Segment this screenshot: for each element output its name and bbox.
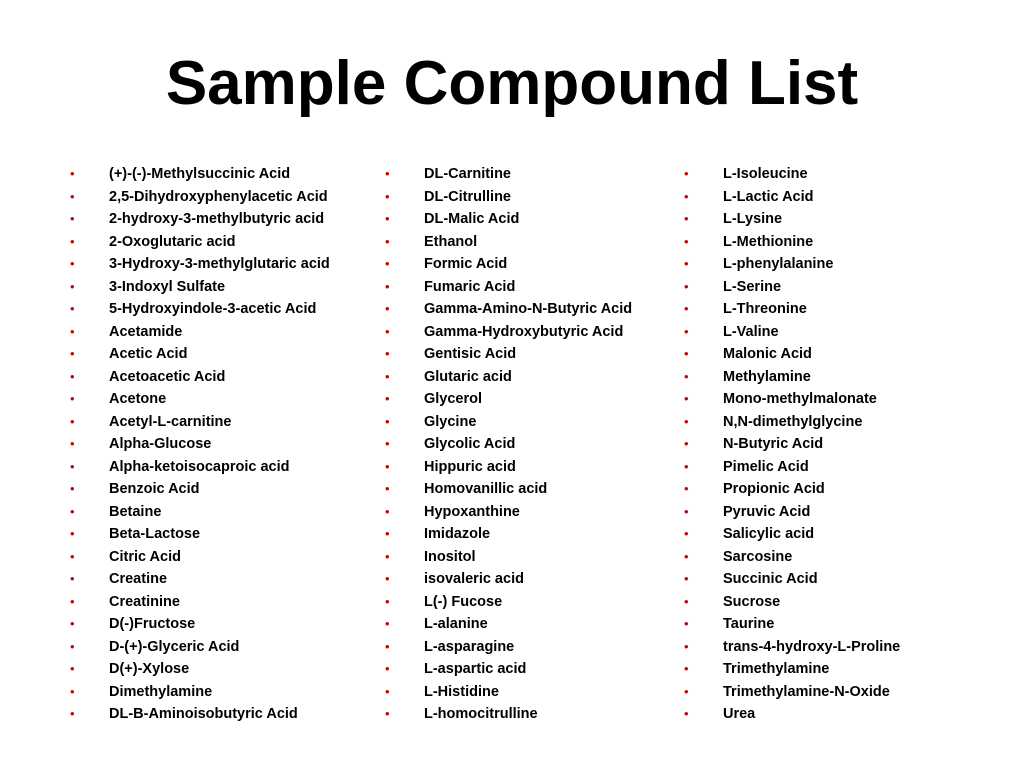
bullet-icon: •	[385, 548, 390, 564]
compound-name: L-alanine	[424, 616, 488, 632]
compound-name: N-Butyric Acid	[723, 436, 824, 452]
compound-name: Glycolic Acid	[424, 436, 516, 452]
compound-name: Glycine	[424, 413, 477, 430]
bullet-icon: •	[684, 661, 689, 676]
compound-name: Propionic Acid	[723, 481, 825, 497]
bullet-icon: •	[684, 301, 689, 316]
compound-name: Taurine	[723, 616, 775, 632]
compound-name: Benzoic Acid	[109, 481, 200, 497]
compound-name: D(-)Fructose	[109, 616, 196, 632]
compound-name: Ethanol	[424, 233, 478, 250]
bullet-icon: •	[684, 391, 689, 406]
bullet-icon: •	[70, 481, 75, 496]
compound-name: Dimethylamine	[109, 683, 213, 700]
compound-name: L-Threonine	[723, 301, 807, 317]
compound-name: 2-Oxoglutaric acid	[109, 233, 236, 250]
bullet-icon: •	[684, 481, 689, 496]
compound-name: trans-4-hydroxy-L-Proline	[723, 638, 901, 655]
bullet-icon: •	[70, 548, 75, 564]
bullet-icon: •	[70, 368, 75, 384]
bullet-icon: •	[385, 526, 390, 541]
bullet-icon: •	[684, 166, 689, 181]
compound-name: L-homocitrulline	[424, 706, 538, 722]
bullet-icon: •	[385, 458, 390, 474]
bullet-icon: •	[684, 548, 689, 564]
bullet-icon: •	[70, 526, 75, 541]
compound-name: Gentisic Acid	[424, 346, 517, 362]
bullet-icon: •	[70, 301, 75, 316]
compound-name: Pyruvic Acid	[723, 503, 811, 520]
compound-name: Acetic Acid	[109, 346, 188, 362]
bullet-icon: •	[684, 188, 689, 204]
bullet-icon: •	[684, 706, 689, 721]
bullet-icon: •	[385, 256, 390, 271]
compound-name: L-Serine	[723, 278, 782, 295]
bullet-icon: •	[684, 436, 689, 451]
bullet-icon: •	[385, 278, 390, 294]
compound-name: Creatine	[109, 571, 168, 587]
compound-name: Malonic Acid	[723, 346, 812, 362]
compound-name: L-Methionine	[723, 233, 814, 250]
bullet-icon: •	[70, 256, 75, 271]
compound-name: L(-) Fucose	[424, 593, 503, 610]
bullet-icon: •	[385, 593, 390, 609]
bullet-icon: •	[70, 616, 75, 631]
compound-name: Sucrose	[723, 593, 781, 610]
bullet-icon: •	[70, 436, 75, 451]
compound-name: DL-Carnitine	[424, 166, 511, 182]
bullet-icon: •	[684, 278, 689, 294]
compound-name: isovaleric acid	[424, 571, 524, 587]
bullet-icon: •	[684, 256, 689, 271]
compound-name: Imidazole	[424, 526, 491, 542]
compound-name: Trimethylamine-N-Oxide	[723, 683, 890, 700]
compound-name: DL-Malic Acid	[424, 211, 520, 227]
bullet-icon: •	[385, 211, 390, 226]
bullet-icon: •	[70, 638, 75, 654]
compound-name: L-phenylalanine	[723, 256, 834, 272]
bullet-icon: •	[684, 616, 689, 631]
compound-name: L-Isoleucine	[723, 166, 808, 182]
bullet-icon: •	[385, 683, 390, 699]
bullet-icon: •	[684, 683, 689, 699]
compound-name: L-Valine	[723, 323, 779, 340]
compound-name: 2-hydroxy-3-methylbutyric acid	[109, 211, 325, 227]
compound-name: 3-Hydroxy-3-methylglutaric acid	[109, 256, 330, 272]
compound-name: Pimelic Acid	[723, 458, 809, 475]
bullet-icon: •	[70, 278, 75, 294]
compound-name: L-asparagine	[424, 638, 515, 655]
compound-name: Urea	[723, 706, 756, 722]
compound-name: Gamma-Hydroxybutyric Acid	[424, 323, 624, 340]
bullet-icon: •	[385, 706, 390, 721]
compound-name: Hypoxanthine	[424, 503, 520, 520]
bullet-icon: •	[385, 481, 390, 496]
bullet-icon: •	[70, 571, 75, 586]
bullet-icon: •	[684, 211, 689, 226]
compound-name: D(+)-Xylose	[109, 661, 190, 677]
bullet-icon: •	[684, 368, 689, 384]
bullet-icon: •	[385, 346, 390, 361]
bullet-icon: •	[70, 413, 75, 429]
compound-name: Acetyl-L-carnitine	[109, 413, 232, 430]
compound-name: L-aspartic acid	[424, 661, 527, 677]
bullet-icon: •	[385, 638, 390, 654]
compound-name: Acetoacetic Acid	[109, 368, 226, 385]
bullet-icon: •	[70, 188, 75, 204]
compound-name: Fumaric Acid	[424, 278, 516, 295]
bullet-icon: •	[385, 503, 390, 519]
bullet-icon: •	[385, 188, 390, 204]
bullet-icon: •	[385, 233, 390, 249]
compound-name: DL-Citrulline	[424, 188, 511, 205]
bullet-icon: •	[70, 593, 75, 609]
bullet-icon: •	[385, 391, 390, 406]
bullet-icon: •	[70, 391, 75, 406]
compound-name: Inositol	[424, 548, 476, 565]
compound-name: Citric Acid	[109, 548, 181, 565]
compound-name: 2,5-Dihydroxyphenylacetic Acid	[109, 188, 328, 205]
bullet-icon: •	[385, 166, 390, 181]
bullet-icon: •	[70, 683, 75, 699]
compound-name: Trimethylamine	[723, 661, 830, 677]
bullet-icon: •	[385, 661, 390, 676]
bullet-icon: •	[385, 301, 390, 316]
compound-name: (+)-(-)-Methylsuccinic Acid	[109, 166, 291, 182]
compound-name: Sarcosine	[723, 548, 793, 565]
compound-name: Salicylic acid	[723, 526, 815, 542]
bullet-icon: •	[684, 323, 689, 339]
bullet-icon: •	[684, 571, 689, 586]
compound-name: Alpha-Glucose	[109, 436, 212, 452]
compound-name: Hippuric acid	[424, 458, 516, 475]
bullet-icon: •	[70, 166, 75, 181]
bullet-icon: •	[70, 458, 75, 474]
compound-name: L-Histidine	[424, 683, 499, 700]
bullet-icon: •	[684, 593, 689, 609]
compound-name: DL-B-Aminoisobutyric Acid	[109, 706, 298, 722]
bullet-icon: •	[385, 413, 390, 429]
bullet-icon: •	[684, 638, 689, 654]
compound-name: Creatinine	[109, 593, 180, 610]
compound-name: L-Lysine	[723, 211, 783, 227]
bullet-icon: •	[385, 323, 390, 339]
compound-name: L-Lactic Acid	[723, 188, 814, 205]
bullet-icon: •	[70, 211, 75, 226]
slide-title: Sample Compound List	[165, 49, 859, 118]
compound-name: Methylamine	[723, 368, 811, 385]
bullet-icon: •	[385, 436, 390, 451]
compound-name: Glutaric acid	[424, 368, 512, 385]
compound-name: Mono-methylmalonate	[723, 391, 877, 407]
compound-name: Betaine	[109, 503, 162, 520]
bullet-icon: •	[70, 233, 75, 249]
bullet-icon: •	[684, 413, 689, 429]
bullet-icon: •	[684, 526, 689, 541]
bullet-icon: •	[684, 503, 689, 519]
bullet-icon: •	[684, 458, 689, 474]
compound-name: Acetone	[109, 391, 167, 407]
compound-name: Alpha-ketoisocaproic acid	[109, 458, 290, 475]
bullet-icon: •	[684, 233, 689, 249]
bullet-icon: •	[385, 571, 390, 586]
compound-name: Homovanillic acid	[424, 481, 548, 497]
compound-name: Glycerol	[424, 391, 483, 407]
bullet-icon: •	[385, 616, 390, 631]
bullet-icon: •	[684, 346, 689, 361]
bullet-icon: •	[385, 368, 390, 384]
compound-name: D-(+)-Glyceric Acid	[109, 638, 240, 655]
bullet-icon: •	[70, 503, 75, 519]
bullet-icon: •	[70, 323, 75, 339]
compound-name: Succinic Acid	[723, 571, 818, 587]
compound-name: Formic Acid	[424, 256, 508, 272]
bullet-icon: •	[70, 661, 75, 676]
compound-name: Beta-Lactose	[109, 526, 201, 542]
bullet-icon: •	[70, 346, 75, 361]
bullet-icon: •	[70, 706, 75, 721]
compound-name: Gamma-Amino-N-Butyric Acid	[424, 301, 633, 317]
compound-name: Acetamide	[109, 323, 183, 340]
compound-name: N,N-dimethylglycine	[723, 413, 863, 430]
compound-name: 5-Hydroxyindole-3-acetic Acid	[109, 301, 317, 317]
compound-name: 3-Indoxyl Sulfate	[109, 278, 226, 295]
